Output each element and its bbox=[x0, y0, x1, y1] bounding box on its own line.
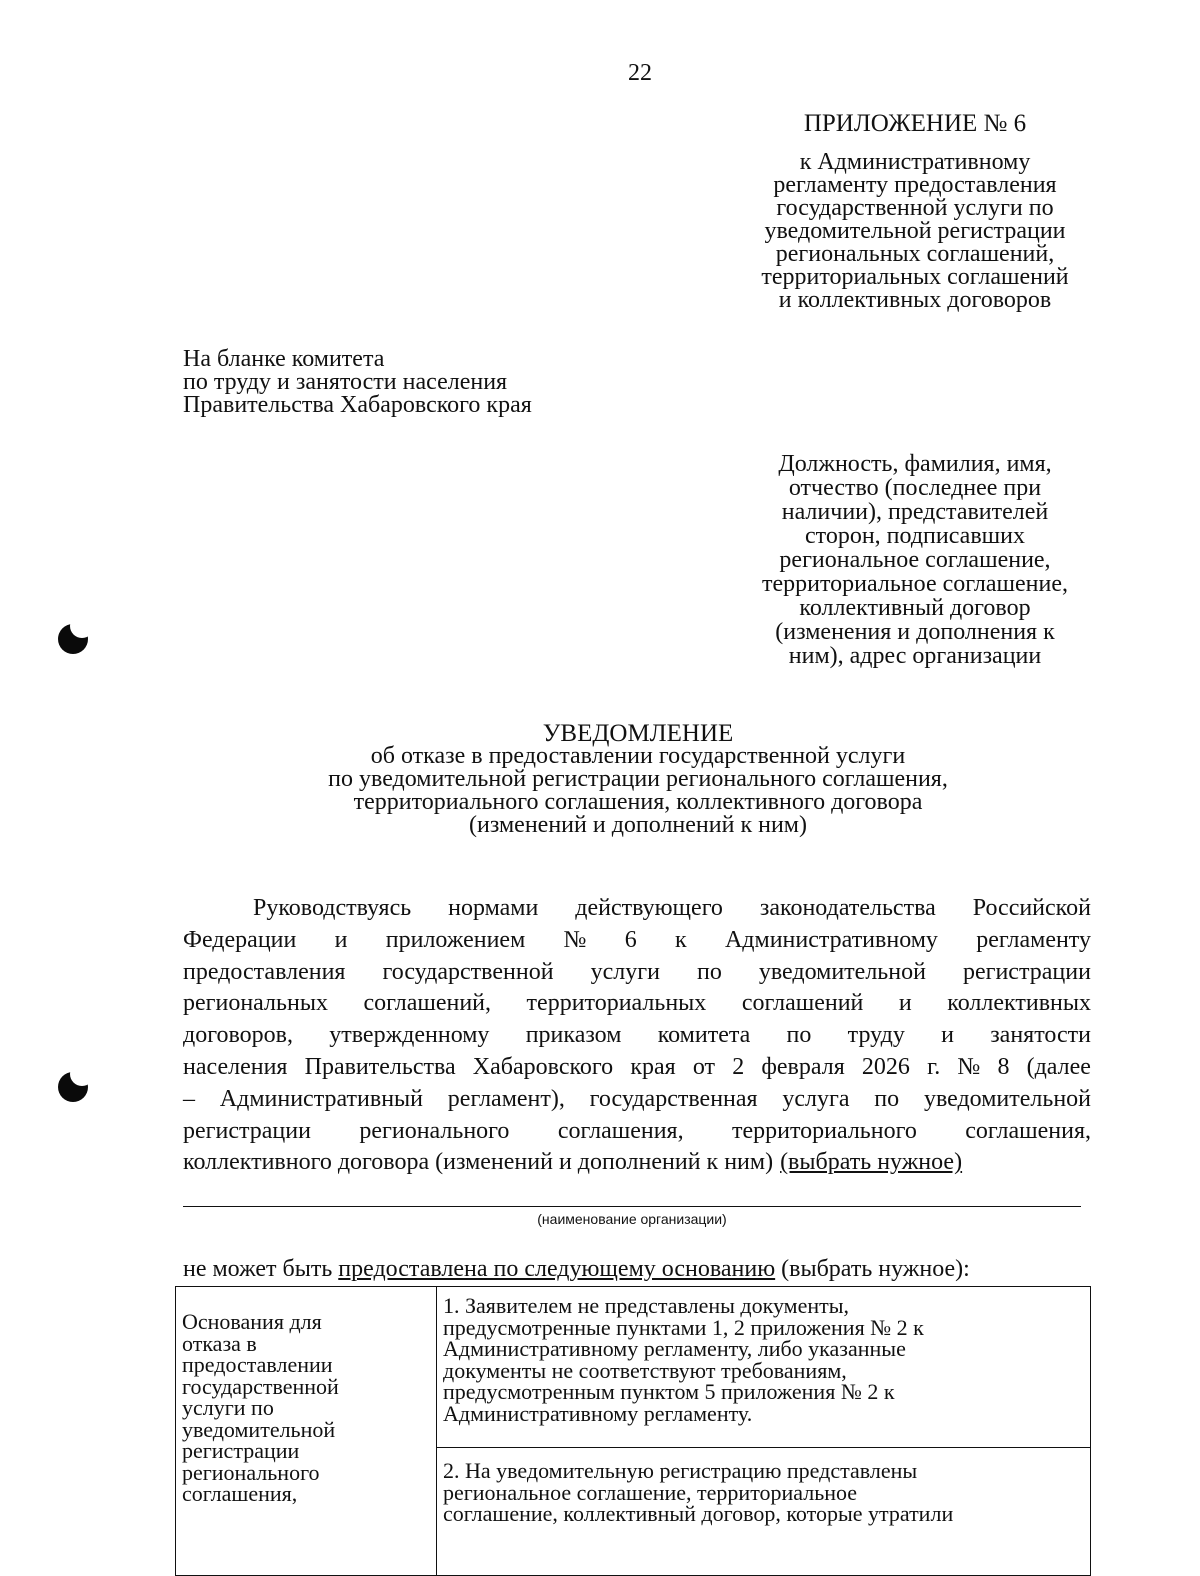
grounds-label-line: отказа в bbox=[182, 1330, 257, 1356]
refusal-basis-intro bbox=[183, 1256, 970, 1283]
body-word: региональных bbox=[183, 990, 328, 1017]
body-word: 2026 bbox=[861, 1053, 910, 1080]
body-word: г. bbox=[927, 1053, 941, 1080]
grounds-label-line: Основания для bbox=[182, 1309, 322, 1334]
reason-line: региональное соглашение, территориальное bbox=[443, 1479, 858, 1505]
body-word: Хабаровского bbox=[472, 1053, 614, 1080]
appendix-line: к Административному bbox=[799, 149, 1031, 175]
body-word: 6 bbox=[624, 926, 637, 953]
scan-hole-mark-bottom bbox=[58, 1072, 88, 1102]
body-word: № bbox=[563, 926, 587, 953]
reason-cell-1 bbox=[437, 1287, 1091, 1448]
notice-subtitle-line: (изменений и дополнений к ним) bbox=[469, 812, 807, 838]
body-line bbox=[183, 1084, 1091, 1116]
body-word: предоставления bbox=[183, 958, 346, 985]
body-word: территориального bbox=[731, 1117, 917, 1144]
addressee-line: сторон, подписавших bbox=[805, 523, 1025, 549]
reason-line: Административному регламенту. bbox=[443, 1400, 753, 1426]
body-word: февраля bbox=[761, 1053, 845, 1080]
organization-name-caption: (наименование организации) bbox=[537, 1211, 727, 1227]
reason-cell-2 bbox=[437, 1448, 1091, 1576]
body-line bbox=[183, 957, 1091, 989]
body-word: регистрации bbox=[183, 1117, 311, 1144]
reason-line: 2. На уведомительную регистрацию представлены bbox=[443, 1458, 918, 1483]
refusal-grounds-table bbox=[175, 1286, 1091, 1576]
body-word: регламент), bbox=[447, 1085, 565, 1112]
body-word: уведомительной bbox=[758, 958, 926, 985]
body-line bbox=[183, 988, 1091, 1020]
body-word: 8 bbox=[997, 1053, 1010, 1080]
grounds-label-line: уведомительной bbox=[182, 1416, 336, 1442]
body-word: регионального bbox=[359, 1117, 510, 1144]
body-word: Руководствуясь bbox=[253, 895, 412, 921]
body-word: труду bbox=[847, 1022, 905, 1049]
body-word: регламенту bbox=[976, 926, 1091, 953]
body-word: Административный bbox=[219, 1085, 423, 1112]
body-word: Федерации bbox=[183, 926, 297, 953]
addressee-line: (изменения и дополнения к bbox=[775, 619, 1055, 645]
reason-line: предусмотренные пунктами 1, 2 приложения № 2 к bbox=[443, 1314, 924, 1340]
body-line bbox=[183, 1116, 1091, 1148]
addressee-line: ним), адрес организации bbox=[788, 643, 1042, 669]
body-word: коллективных bbox=[947, 990, 1091, 1017]
appendix-line: государственной услуги по bbox=[776, 195, 1054, 221]
addressee-line: отчество (последнее при bbox=[788, 475, 1042, 501]
addressee-line: наличии), представителей bbox=[781, 499, 1049, 525]
basis-text-plain: не может быть bbox=[183, 1256, 339, 1282]
body-word: утвержденному bbox=[329, 1022, 490, 1049]
reason-line: соглашение, коллективный договор, которые утратили bbox=[443, 1501, 954, 1526]
body-word: действующего bbox=[575, 895, 723, 921]
body-word: к bbox=[675, 926, 687, 953]
reason-line: предусмотренным пунктом 5 приложения № 2 к bbox=[443, 1379, 895, 1404]
reason-line: 1. Заявителем не представлены документы, bbox=[443, 1293, 850, 1318]
body-word: 2 bbox=[732, 1053, 745, 1080]
body-line bbox=[183, 893, 1091, 925]
addressee-line: коллективный договор bbox=[799, 595, 1031, 621]
body-word: комитета bbox=[657, 1022, 751, 1049]
appendix-line: регламенту предоставления bbox=[773, 172, 1057, 198]
body-word: по bbox=[696, 958, 722, 985]
body-word: населения bbox=[183, 1053, 288, 1080]
notice-subtitle-line: об отказе в предоставлении государственной услуги bbox=[370, 743, 906, 769]
reason-line: документы не соответствуют требованиям, bbox=[443, 1357, 847, 1383]
body-word: соглашения, bbox=[965, 1117, 1091, 1144]
letterhead-block bbox=[183, 348, 532, 417]
page-number: 22 bbox=[628, 60, 652, 86]
letterhead-line: На бланке комитета bbox=[183, 346, 385, 372]
addressee-line: региональное соглашение, bbox=[779, 547, 1051, 573]
body-word: по bbox=[874, 1085, 900, 1112]
letterhead-line: Правительства Хабаровского края bbox=[183, 392, 532, 418]
body-word: и bbox=[941, 1022, 954, 1049]
body-word: услуги bbox=[590, 958, 660, 985]
appendix-line: региональных соглашений, bbox=[775, 241, 1055, 267]
basis-text-suffix: (выбрать нужное): bbox=[775, 1256, 970, 1282]
addressee-line: Должность, фамилия, имя, bbox=[778, 451, 1052, 477]
body-word: Российской bbox=[972, 895, 1091, 921]
body-word: договоров, bbox=[183, 1022, 293, 1049]
body-word: соглашений, bbox=[363, 990, 492, 1017]
table-row bbox=[176, 1287, 1091, 1448]
grounds-label-line: услуги по bbox=[182, 1395, 274, 1420]
addressee-block bbox=[730, 452, 1100, 668]
body-word: регистрации bbox=[962, 958, 1091, 985]
notice-subtitle-line: по уведомительной регистрации регионального соглашения, bbox=[328, 766, 948, 792]
body-word: края bbox=[630, 1053, 676, 1080]
body-word: государственная bbox=[589, 1085, 758, 1112]
appendix-line: территориальных соглашений bbox=[761, 264, 1069, 290]
body-word: приложением bbox=[385, 926, 526, 953]
grounds-label-line: регистрации bbox=[182, 1438, 300, 1463]
body-word: соглашений bbox=[741, 990, 864, 1017]
body-line bbox=[183, 1020, 1091, 1052]
notice-subtitle-line: территориального соглашения, коллективного договора bbox=[353, 789, 923, 815]
appendix-block bbox=[735, 112, 1095, 312]
body-word: нормами bbox=[448, 895, 539, 921]
body-word: и bbox=[334, 926, 348, 953]
body-word: Правительства bbox=[304, 1053, 456, 1080]
basis-text-underlined: предоставлена по следующему основанию bbox=[338, 1256, 776, 1282]
body-word: занятости bbox=[990, 1022, 1091, 1049]
reason-line: Административному регламенту, либо указанные bbox=[443, 1336, 906, 1361]
body-word: законодательства bbox=[759, 895, 936, 921]
body-word: по bbox=[786, 1022, 812, 1049]
body-word: приказом bbox=[525, 1022, 622, 1049]
body-word: уведомительной bbox=[923, 1085, 1091, 1112]
body-word: соглашения, bbox=[557, 1117, 684, 1144]
scan-hole-mark-top bbox=[58, 624, 88, 654]
body-word: от bbox=[692, 1053, 716, 1080]
body-line-last bbox=[183, 1147, 1091, 1179]
body-word: территориальных bbox=[526, 990, 707, 1017]
body-line bbox=[183, 1052, 1091, 1084]
body-word: (далее bbox=[1026, 1053, 1091, 1080]
notice-heading bbox=[183, 722, 1093, 837]
addressee-line: территориальное соглашение, bbox=[762, 571, 1068, 597]
body-word: государственной bbox=[382, 958, 554, 985]
body-last-text: коллективного договора (изменений и дополнений к ним) bbox=[183, 1149, 774, 1176]
appendix-line: и коллективных договоров bbox=[778, 287, 1052, 313]
organization-name-field-line bbox=[183, 1206, 1081, 1207]
body-word: и bbox=[898, 990, 912, 1017]
grounds-label-cell bbox=[176, 1287, 437, 1576]
appendix-line: уведомительной регистрации bbox=[764, 218, 1066, 244]
choose-needed-note: (выбрать нужное) bbox=[780, 1149, 963, 1176]
body-word: – bbox=[183, 1085, 195, 1112]
body-word: Административному bbox=[724, 926, 938, 953]
grounds-label-line: соглашения, bbox=[182, 1481, 298, 1506]
grounds-label-line: предоставлении bbox=[182, 1352, 333, 1377]
appendix-title: ПРИЛОЖЕНИЕ № 6 bbox=[803, 110, 1027, 137]
body-paragraph bbox=[183, 893, 1091, 1179]
grounds-label-line: регионального bbox=[182, 1459, 320, 1485]
body-line bbox=[183, 925, 1091, 957]
body-word: услуга bbox=[782, 1085, 850, 1112]
notice-title: УВЕДОМЛЕНИЕ bbox=[542, 720, 734, 747]
letterhead-line: по труду и занятости населения bbox=[183, 369, 508, 395]
body-word: № bbox=[957, 1053, 981, 1080]
grounds-label-line: государственной bbox=[182, 1373, 339, 1399]
